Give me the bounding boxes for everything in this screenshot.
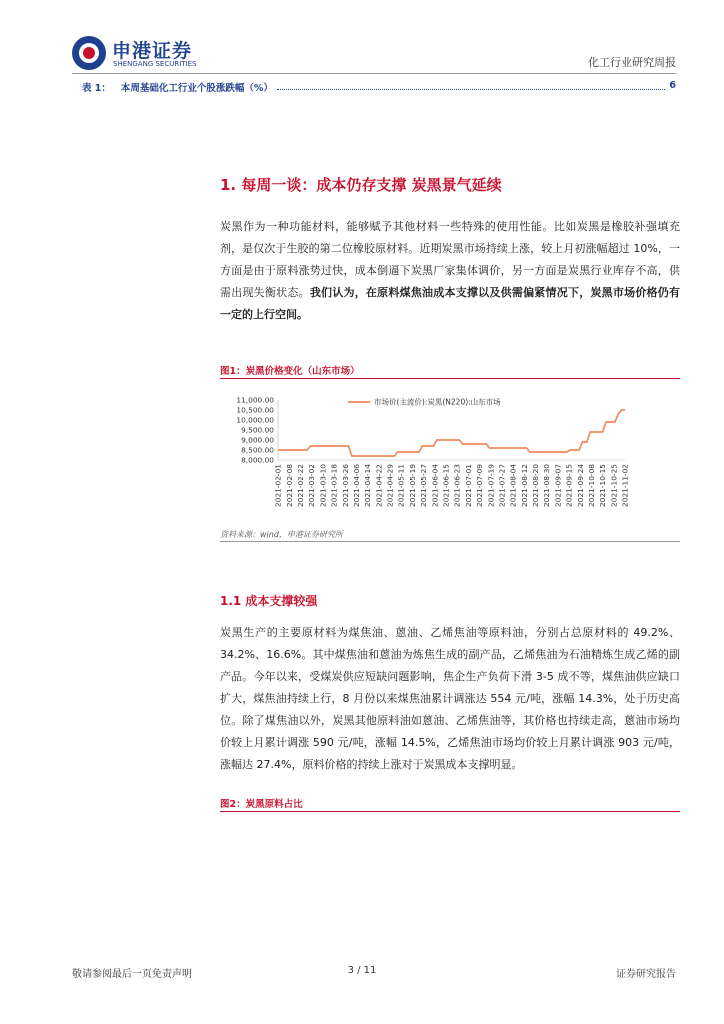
x-tick-label: 2021-11-02 (620, 464, 630, 507)
section-heading: 1. 每周一谈：成本仍存支撑 炭黑景气延续 (220, 176, 502, 194)
paragraph-text: 炭黑作为一种功能材料，能够赋予其他材料一些特殊的使用性能。比如炭黑是橡胶补强填充剂，是仅次于生胶的第二位橡胶原材料。近期炭黑市场持续上涨，较上月初涨幅超过 10%，一方面是由于原料涨势过快，成本倒逼下炭黑厂家集体调价，另一方面是炭黑行业库存不高，供需出现失衡状态。 (220, 220, 680, 299)
logo-mark-icon (72, 36, 106, 70)
x-tick-label: 2021-02-22 (295, 464, 305, 507)
figure-2-title: 图2：炭黑原料占比 (220, 799, 303, 810)
paragraph-conclusion: 我们认为，在原料煤焦油成本支撑以及供需偏紧情况下，炭黑市场价格仍有一定的上行空间。 (220, 286, 681, 321)
x-tick-label: 2021-02-01 (273, 464, 283, 507)
x-tick-label: 2021-07-01 (463, 464, 473, 507)
report-type: 化工行业研究周报 (588, 56, 676, 69)
subsection-paragraph: 炭黑生产的主要原材料为煤焦油、蒽油、乙烯焦油等原料油，分别占总原材料的 49.2%、34.2%、16.6%。其中煤焦油和蒽油为炼焦生成的副产品，乙烯焦油为石油精炼生成乙烯的副产品。今年以来，受煤炭供应短缺问题影响，焦企生产负荷下滑 3-5 成不等，煤焦油供应缺口扩大，煤焦油持续上行，8 月份以来煤焦油累计调涨达 554 元/吨，涨幅 14.3%，处于历史高位。除了煤焦油以外，炭黑其他原料油如蒽油、乙烯焦油等，其价格也持续走高，蒽油市场均价较上月累计调涨 590 元/吨，涨幅 14.5%，乙烯焦油市场均价较上月累计调涨 903 元/吨，涨幅达 27.4%，原料价格的持续上涨对于炭黑成本支撑明显。 (220, 626, 680, 771)
x-tick-label: 2021-07-19 (486, 464, 496, 507)
x-tick-label: 2021-09-24 (575, 464, 585, 507)
series-line (278, 410, 625, 456)
x-tick-label: 2021-09-15 (564, 464, 574, 507)
toc-entry-page: 6 (669, 80, 676, 91)
x-tick-label: 2021-05-11 (396, 464, 406, 507)
figure-2-rule (220, 811, 680, 812)
x-tick-label: 2021-10-15 (598, 464, 608, 507)
x-tick-label: 2021-02-08 (284, 464, 294, 507)
toc-entry-title: 本周基础化工行业个股涨跌幅（%） (120, 83, 273, 94)
x-tick-label: 2021-05-19 (407, 464, 417, 507)
y-tick-label: 10,500.00 (236, 405, 274, 415)
x-tick-label: 2021-06-23 (452, 464, 462, 507)
toc-entry[interactable] (82, 80, 676, 94)
price-line-chart (220, 386, 680, 522)
figure-1-source: 资料来源：wind，申港证券研究所 (220, 530, 343, 539)
footer-doc-type: 证券研究报告 (616, 969, 676, 980)
x-tick-label: 2021-06-15 (441, 464, 451, 507)
x-tick-label: 2021-03-18 (329, 464, 339, 507)
x-tick-label: 2021-07-09 (475, 464, 485, 507)
x-tick-label: 2021-08-04 (508, 464, 518, 507)
logo-name-en: SHENGANG SECURITIES (113, 60, 197, 68)
x-tick-label: 2021-08-12 (519, 464, 529, 507)
toc-leader-dots (277, 80, 665, 90)
toc-entry-label: 表 1： (82, 83, 111, 94)
x-tick-label: 2021-03-02 (307, 464, 317, 507)
x-tick-label: 2021-08-20 (531, 464, 541, 507)
y-tick-label: 11,000.00 (236, 395, 274, 405)
y-tick-label: 10,000.00 (236, 415, 274, 425)
x-tick-label: 2021-03-26 (340, 464, 350, 507)
y-tick-label: 8,500.00 (241, 445, 274, 455)
x-tick-label: 2021-08-30 (542, 464, 552, 507)
figure-1-title: 图1：炭黑价格变化（山东市场） (220, 366, 360, 377)
legend-label: 市场价(主流价):炭黑(N220):山东市场 (374, 397, 501, 407)
footer-page-number: 3 / 11 (347, 965, 377, 976)
x-tick-label: 2021-04-14 (363, 464, 373, 507)
y-tick-label: 8,000.00 (241, 455, 274, 465)
x-tick-label: 2021-05-27 (419, 464, 429, 507)
x-tick-label: 2021-03-10 (318, 464, 328, 507)
x-tick-label: 2021-07-27 (497, 464, 507, 507)
section-paragraph (220, 216, 680, 326)
y-tick-label: 9,500.00 (241, 425, 274, 435)
x-tick-label: 2021-10-25 (609, 464, 619, 507)
x-tick-label: 2021-06-04 (430, 464, 440, 507)
x-tick-label: 2021-09-07 (553, 464, 563, 507)
x-tick-label: 2021-04-22 (374, 464, 384, 507)
logo-name-cn: 申港证券 (112, 40, 193, 62)
x-tick-label: 2021-10-08 (587, 464, 597, 507)
x-tick-label: 2021-04-29 (385, 464, 395, 507)
company-logo (72, 36, 202, 76)
subsection-heading: 1.1 成本支撑较强 (220, 594, 318, 608)
figure-1-rule (220, 378, 680, 379)
header-divider (72, 73, 676, 74)
y-tick-label: 9,000.00 (241, 435, 274, 445)
figure-1-bottom-rule (220, 541, 680, 542)
footer-disclaimer: 敬请参阅最后一页免责声明 (72, 969, 192, 980)
x-tick-label: 2021-04-06 (351, 464, 361, 507)
